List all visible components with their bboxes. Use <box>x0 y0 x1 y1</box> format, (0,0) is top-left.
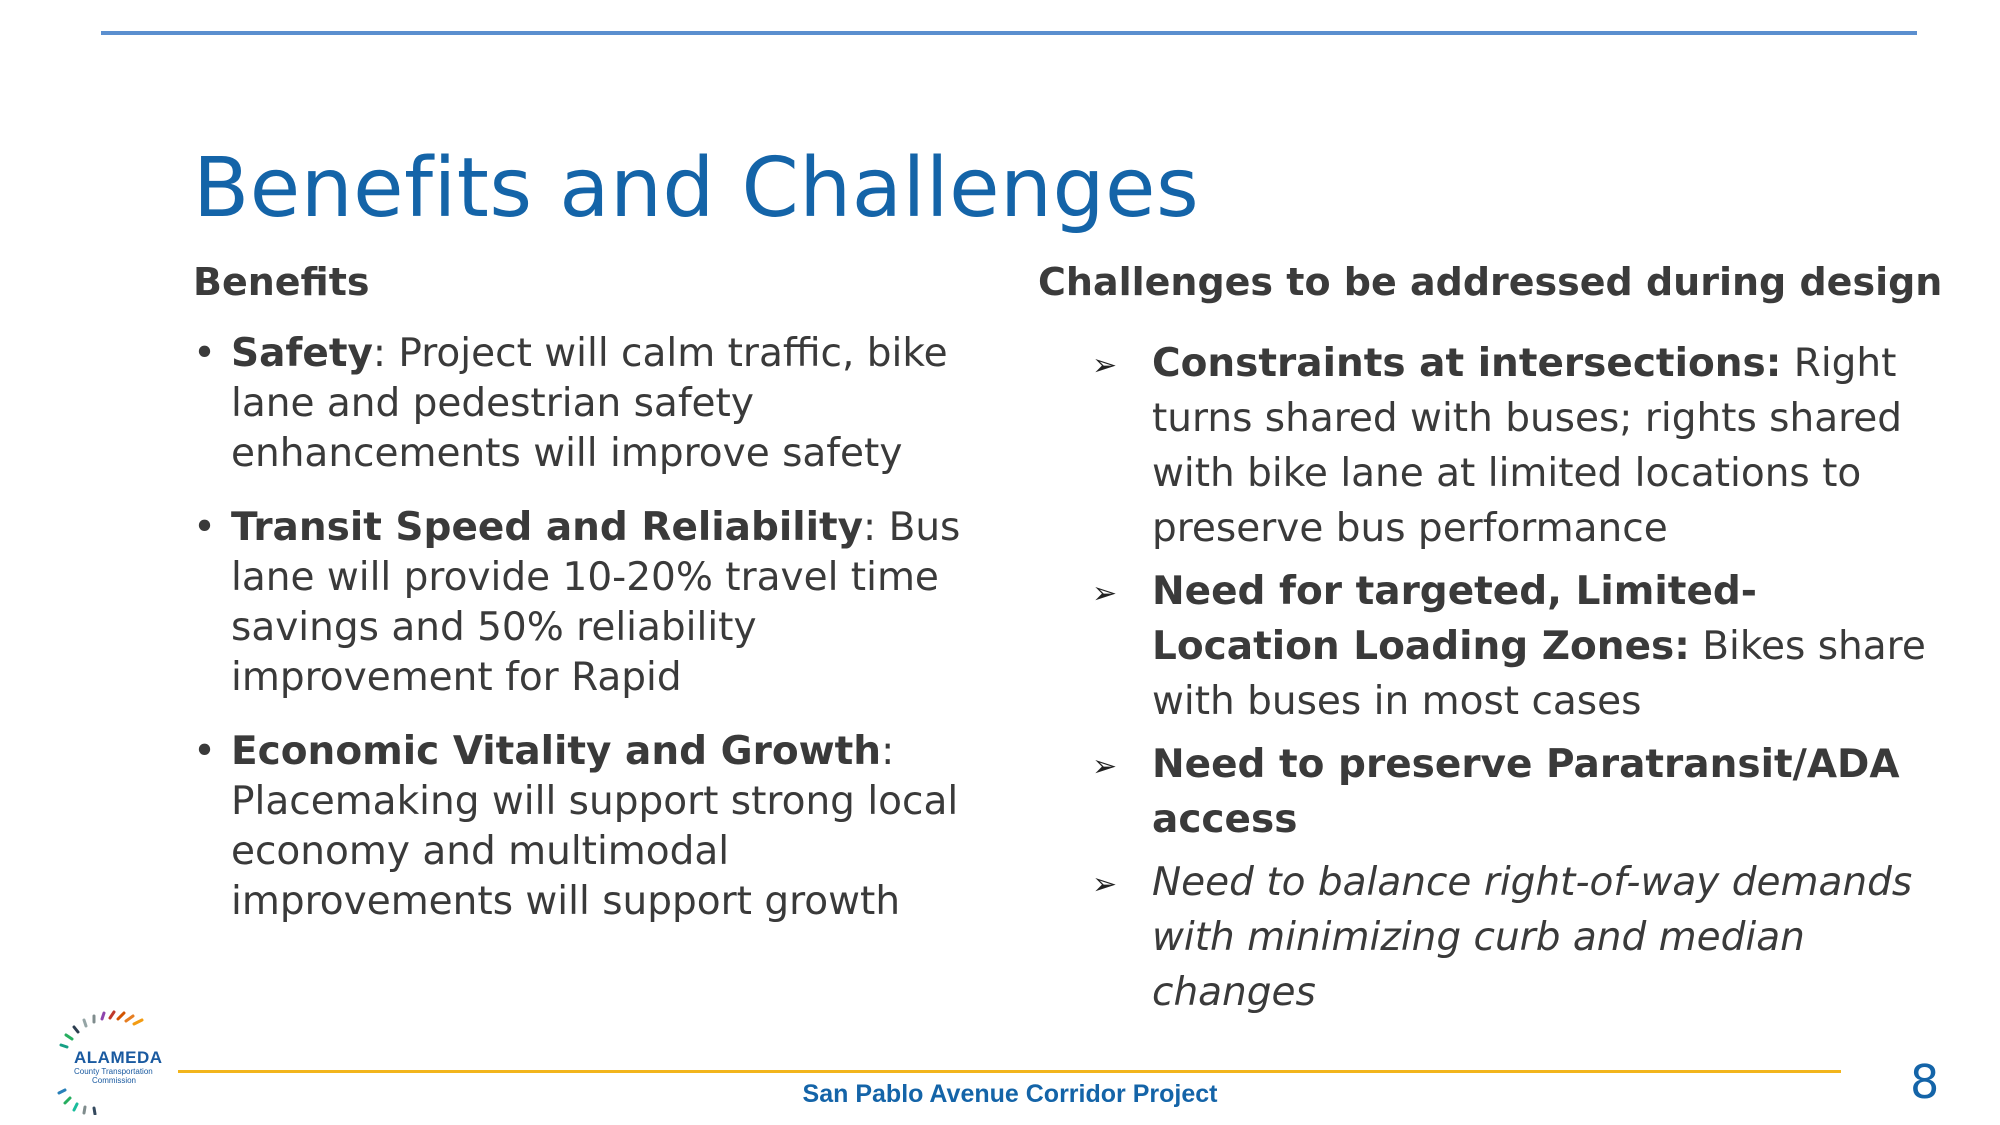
challenge-text: Right turns shared with buses; rights shared with bike lane at limited locations to preserve bus performance <box>1152 341 1903 551</box>
challenge-item-intersections <box>1092 336 1932 556</box>
bullet-icon: • <box>193 505 217 550</box>
benefits-list <box>193 329 973 951</box>
challenge-item-paratransit <box>1092 737 1932 847</box>
challenges-list <box>1092 336 1932 1028</box>
page-number: 8 <box>1910 1055 1940 1109</box>
logo-subtitle-line: Commission <box>92 1076 137 1085</box>
benefit-text: : Project will calm traffic, bike lane and pedestrian safety enhancements will improve safety <box>231 331 948 476</box>
arrow-bullet-icon: ➢ <box>1092 749 1118 784</box>
benefit-label: Economic Vitality and Growth <box>231 729 882 774</box>
benefit-text: : Placemaking will support strong local economy and multimodal improvements will support growth <box>231 729 959 924</box>
challenge-text: Bikes share with buses in most cases <box>1152 624 1926 724</box>
challenge-label: Need for targeted, Limited-Location Loading Zones: <box>1152 569 1757 669</box>
bullet-icon: • <box>193 729 217 774</box>
challenge-label: Constraints at intersections: <box>1152 341 1782 386</box>
benefit-text: : Bus lane will provide 10-20% travel time savings and 50% reliability improvement for Rapid <box>231 505 961 700</box>
challenge-text: Need to balance right-of-way demands with minimizing curb and median changes <box>1152 860 1913 1015</box>
arrow-bullet-icon: ➢ <box>1092 867 1118 902</box>
challenge-item-loading-zones <box>1092 564 1932 729</box>
benefit-item-safety <box>193 329 973 479</box>
slide-title: Benefits and Challenges <box>193 140 1200 236</box>
challenge-item-right-of-way <box>1092 855 1932 1020</box>
challenge-label: Need to preserve Paratransit/ADA access <box>1152 742 1900 842</box>
benefit-item-economic <box>193 727 973 927</box>
logo-subtitle <box>74 1067 184 1085</box>
footer-divider <box>178 1070 1841 1073</box>
logo-wordmark: ALAMEDA <box>74 1048 163 1067</box>
bullet-icon: • <box>193 331 217 376</box>
benefits-heading: Benefits <box>193 260 370 304</box>
challenges-heading: Challenges to be addressed during design <box>1038 260 1943 304</box>
arrow-bullet-icon: ➢ <box>1092 348 1118 383</box>
logo-subtitle-line: County Transportation <box>74 1067 153 1076</box>
benefit-label: Transit Speed and Reliability <box>231 505 864 550</box>
benefit-item-transit <box>193 503 973 703</box>
benefit-label: Safety <box>231 331 373 376</box>
footer-project-name: San Pablo Avenue Corridor Project <box>802 1080 1218 1108</box>
arrow-bullet-icon: ➢ <box>1092 576 1118 611</box>
top-divider <box>101 31 1917 35</box>
